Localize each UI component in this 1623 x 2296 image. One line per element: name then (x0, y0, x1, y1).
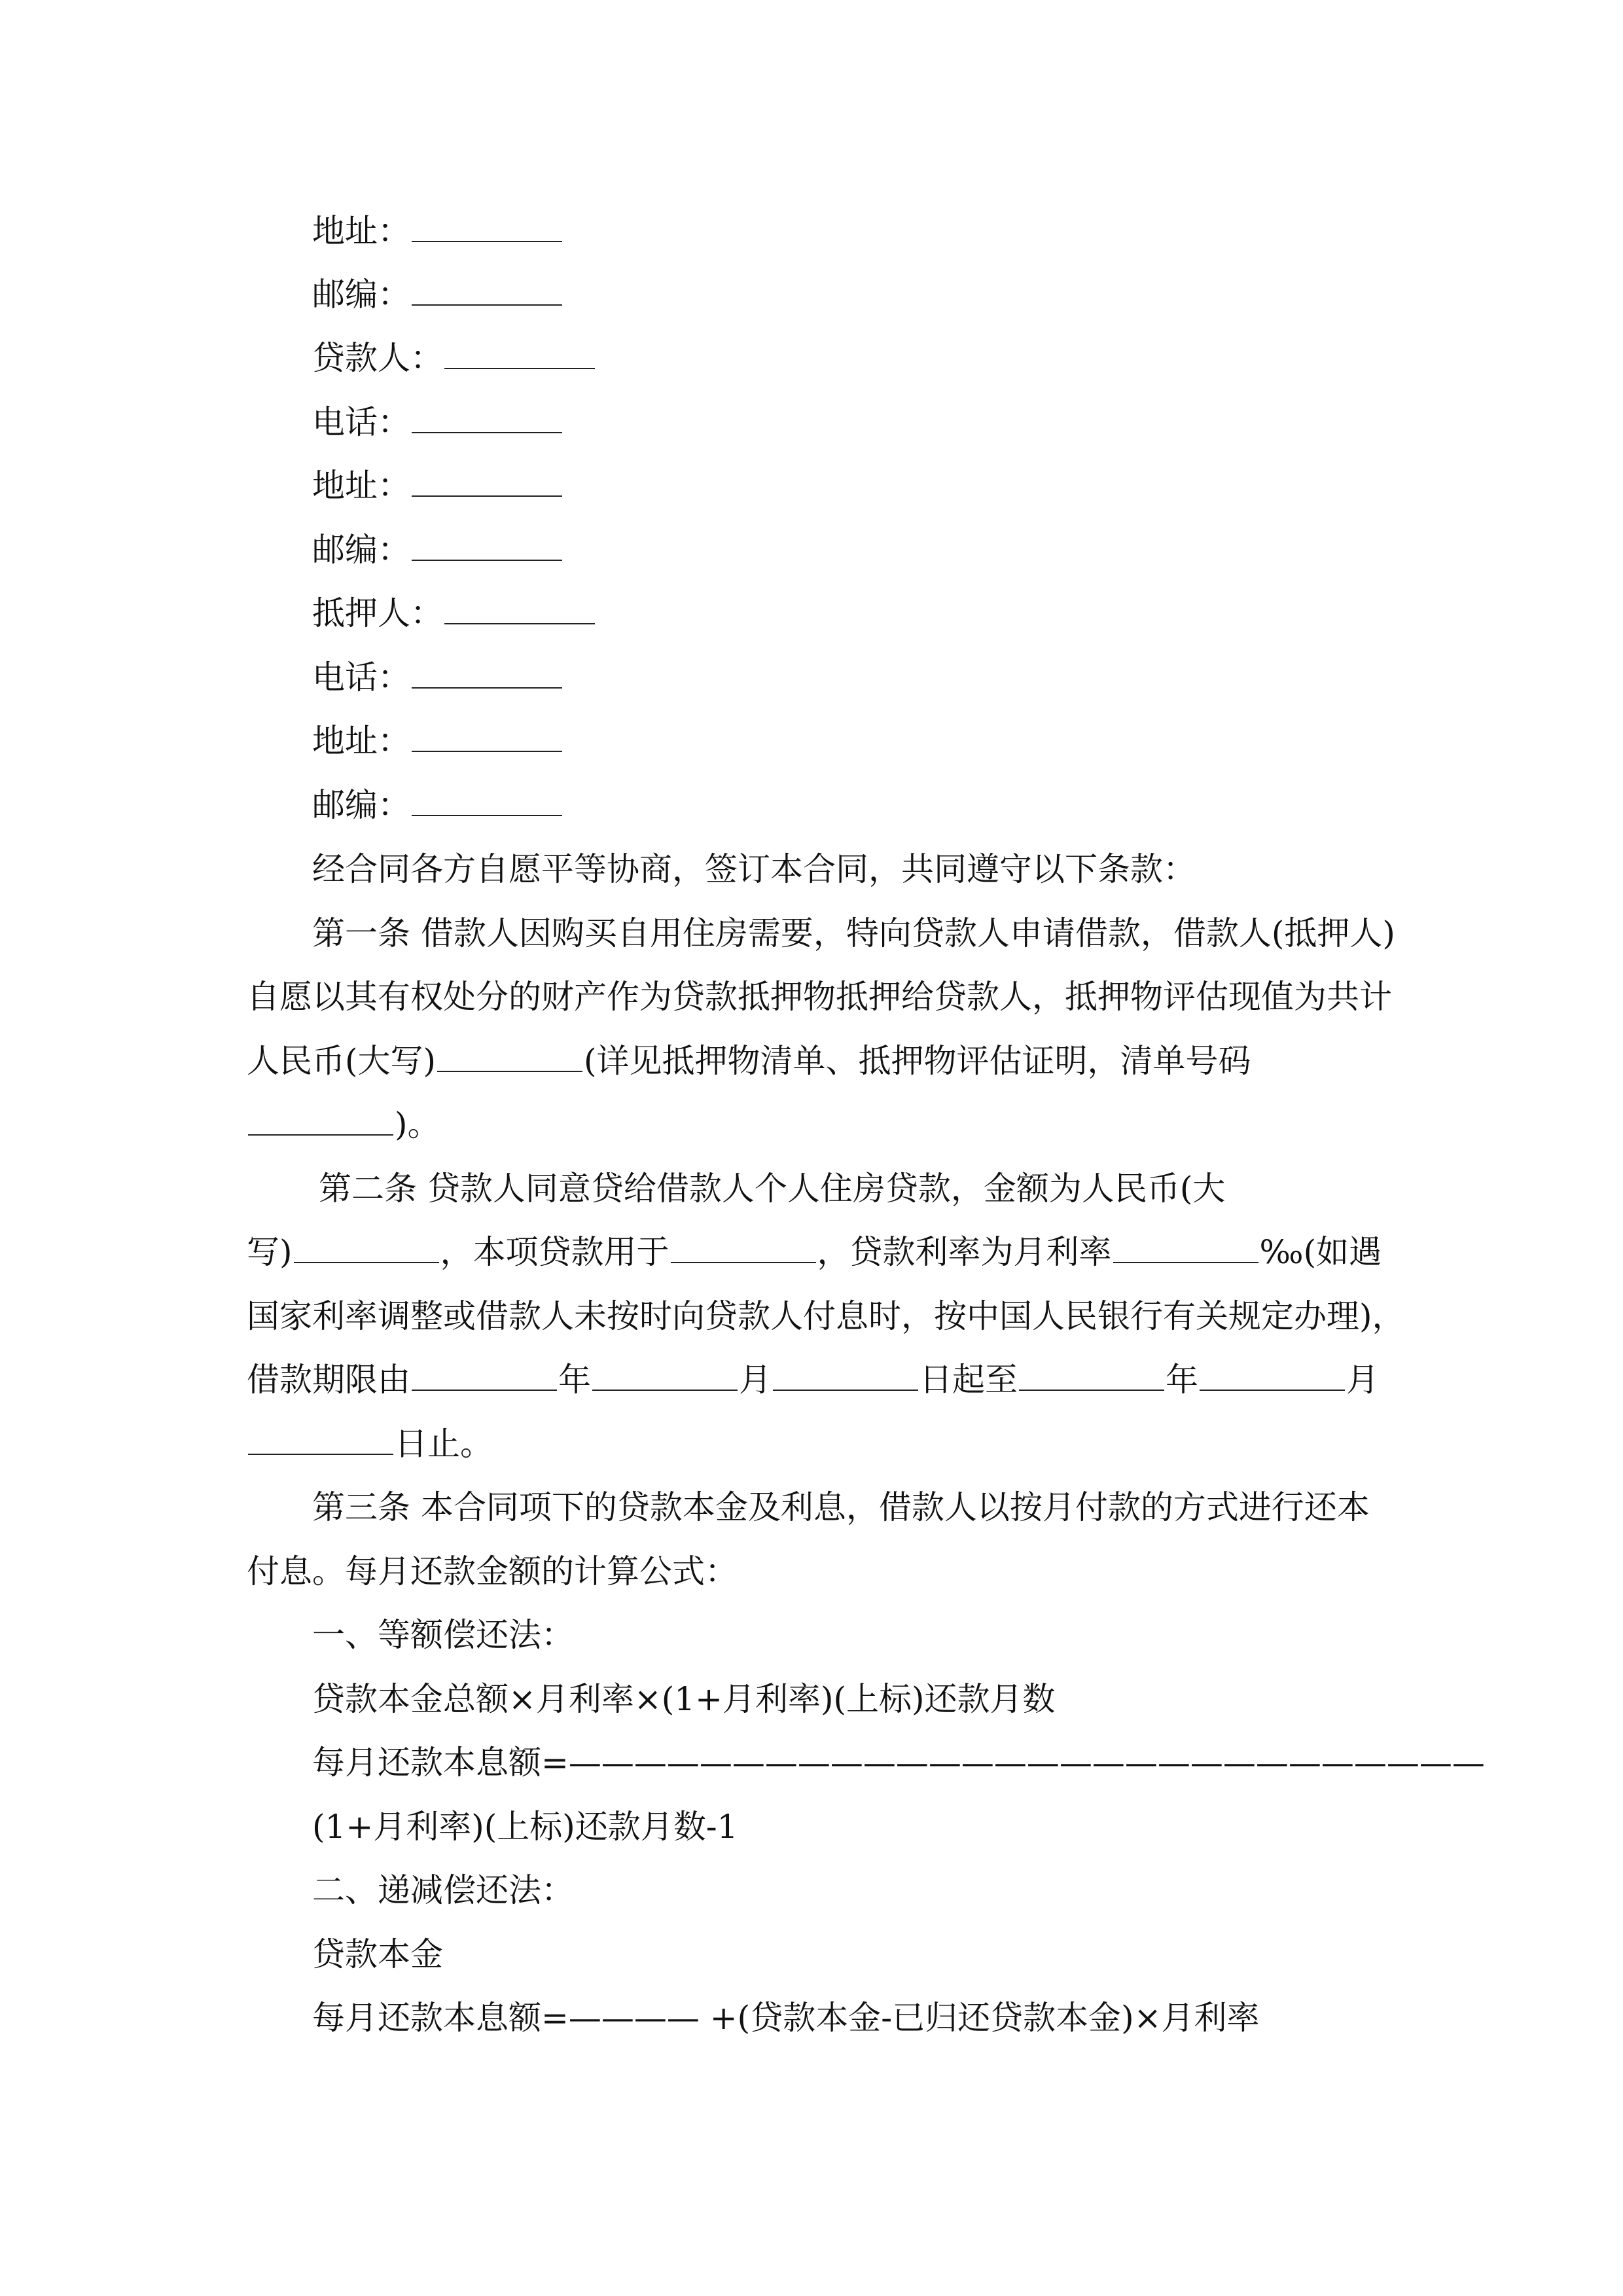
method2-numerator: 贷款本金 (312, 1935, 443, 1973)
article2-text: ‰(如遇 (1259, 1233, 1382, 1271)
amount-blank[interactable] (437, 1045, 582, 1072)
article2-text: ，本项贷款用于 (440, 1233, 669, 1271)
postcode-label: 邮编： (312, 531, 410, 569)
article2-text: 年 (558, 1361, 591, 1399)
phone-label: 电话： (312, 403, 410, 441)
postcode-blank[interactable] (412, 789, 562, 816)
article2-line2 (247, 1232, 1382, 1272)
address-blank[interactable] (412, 469, 562, 497)
end-month-blank[interactable] (1200, 1363, 1345, 1391)
start-year-blank[interactable] (412, 1363, 557, 1391)
end-year-blank[interactable] (1019, 1363, 1164, 1391)
lender-line (312, 338, 596, 378)
mortgagor-postcode-line (312, 785, 563, 825)
article2-text: 借款期限由 (247, 1361, 410, 1399)
party-postcode-line-1 (312, 275, 563, 314)
article2-line3: 国家利率调整或借款人未按时向贷款人付息时，按中国人民银行有关规定办理)， (247, 1297, 1405, 1335)
mortgagor-address-line (312, 721, 563, 761)
phone-label: 电话： (312, 658, 410, 696)
mortgagor-label: 抵押人： (312, 594, 443, 632)
party-address-line-1 (312, 211, 563, 251)
article1-text: (详见抵押物清单、抵押物评估证明，清单号码 (584, 1042, 1251, 1080)
method1-formula: 每月还款本息额=———————————————————————————— (312, 1744, 1485, 1782)
article2-text: 月 (739, 1361, 772, 1399)
mortgagor-line (312, 594, 596, 633)
article1-line2: 自愿以其有权处分的财产作为贷款抵押物抵押给贷款人，抵押物评估现值为共计 (247, 978, 1392, 1016)
phone-blank[interactable] (412, 661, 562, 689)
method1-numerator: 贷款本金总额×月利率×(1+月利率)(上标)还款月数 (312, 1680, 1056, 1718)
article2-text: 日止。 (395, 1425, 493, 1463)
address-blank[interactable] (412, 725, 562, 752)
phone-blank[interactable] (412, 406, 562, 433)
article2-text: 写) (247, 1233, 293, 1271)
article3-line2: 付息。每月还款金额的计算公式： (247, 1552, 738, 1590)
interest-rate-blank[interactable] (1113, 1236, 1258, 1263)
article2-text: 年 (1166, 1361, 1198, 1399)
end-day-blank[interactable] (248, 1427, 393, 1455)
article2-text: ，贷款利率为月利率 (817, 1233, 1112, 1271)
article3-line1: 第三条 本合同项下的贷款本金及利息，借款人以按月付款的方式进行还本 (312, 1488, 1370, 1526)
article1-text: )。 (395, 1105, 440, 1143)
article2-line5 (247, 1424, 493, 1463)
mortgagor-phone-line (312, 658, 563, 697)
address-blank[interactable] (412, 215, 562, 242)
lender-blank[interactable] (444, 342, 595, 369)
article1-line3 (247, 1041, 1251, 1081)
lender-label: 贷款人： (312, 339, 443, 377)
address-label: 地址： (312, 722, 410, 760)
postcode-label: 邮编： (312, 786, 410, 824)
lender-address-line (312, 466, 563, 505)
method2-formula: 每月还款本息额=———— +(贷款本金-已归还贷款本金)×月利率 (312, 1999, 1260, 2037)
article1-line1: 第一条 借款人因购买自用住房需要，特向贷款人申请借款，借款人(抵押人) (312, 914, 1395, 952)
article2-line4 (247, 1360, 1379, 1399)
article2-text: 月 (1346, 1361, 1379, 1399)
address-label: 地址： (312, 212, 410, 250)
method1-title: 一、等额偿还法： (312, 1616, 574, 1654)
article2-text: 日起至 (919, 1361, 1018, 1399)
start-month-blank[interactable] (592, 1363, 738, 1391)
article2-line1: 第二条 贷款人同意贷给借款人个人住房贷款，金额为人民币(大 (319, 1170, 1226, 1208)
postcode-label: 邮编： (312, 276, 410, 314)
method2-title: 二、递减偿还法： (312, 1871, 574, 1909)
start-day-blank[interactable] (773, 1363, 918, 1391)
mortgagor-blank[interactable] (444, 597, 595, 624)
article1-line4 (247, 1105, 440, 1144)
article1-text: 人民币(大写) (247, 1042, 437, 1080)
lender-postcode-line (312, 530, 563, 569)
list-number-blank[interactable] (248, 1108, 393, 1136)
lender-phone-line (312, 403, 563, 442)
method1-denominator: (1+月利率)(上标)还款月数-1 (312, 1808, 738, 1846)
loan-amount-blank[interactable] (294, 1236, 439, 1263)
loan-purpose-blank[interactable] (671, 1236, 816, 1263)
intro-paragraph: 经合同各方自愿平等协商，签订本合同，共同遵守以下条款： (312, 850, 1196, 888)
postcode-blank[interactable] (412, 278, 562, 306)
postcode-blank[interactable] (412, 533, 562, 561)
address-label: 地址： (312, 467, 410, 505)
